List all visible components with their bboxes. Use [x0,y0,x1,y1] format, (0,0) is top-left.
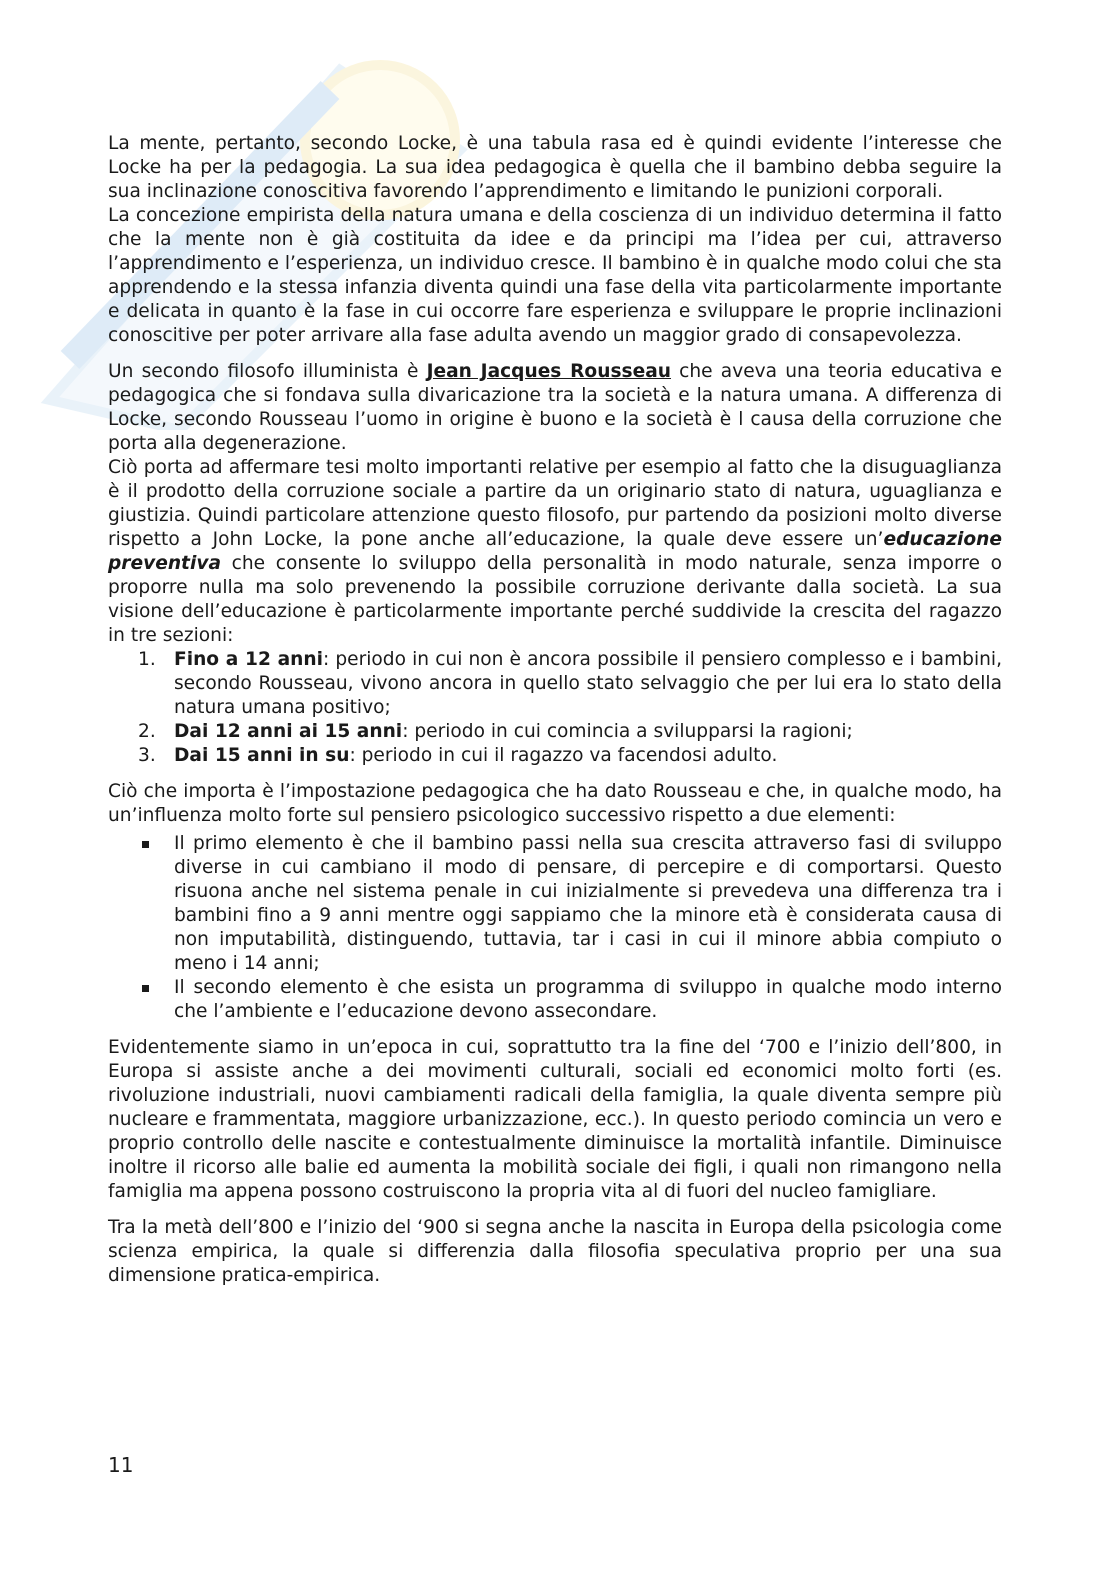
list-item: 1. Fino a 12 anni: periodo in cui non è ancora possibile il pensiero complesso e i bambini, secondo Rousseau, vivono ancora in quello stato selvaggio che per lui era lo stato della natura umana positivo; [138,649,1003,718]
paragraph-rousseau-influence: Ciò che importa è l’impostazione pedagogica che ha dato Rousseau e che, in qualche modo, ha un’influenza molto forte sul pensiero psicologico successivo rispetto a due elementi: [108,781,1002,826]
list-item: 2. Dai 12 anni ai 15 anni: periodo in cui comincia a svilupparsi la ragioni; [138,721,853,742]
growth-stages-list [108,648,1002,768]
paragraph-psychology-birth: Tra la metà dell’800 e l’inizio del ‘900 si segna anche la nascita in Europa della psicologia come scienza empirica, la quale si differenzia dalla filosofia speculativa proprio per una sua dimensione pratica-empirica. [108,1217,1002,1286]
page-number: 11 [108,1453,134,1477]
main-text [108,132,1002,1288]
elements-bullet-list [108,832,1002,1024]
list-item: 3. Dai 15 anni in su: periodo in cui il ragazzo va facendosi adulto. [138,745,778,766]
list-item: Il secondo elemento è che esista un programma di sviluppo in qualche modo interno che l’ambiente e l’educazione devono assecondare. [108,976,1002,1024]
preventive-education-term: educazione preventiva [108,529,1002,574]
rousseau-name: Jean Jacques Rousseau [426,361,671,382]
square-bullet-icon [142,985,149,992]
list-item: Il primo elemento è che il bambino passi nella sua crescita attraverso fasi di sviluppo diverse in cui cambiano il modo di pensare, di percepire e di comportarsi. Questo risuona anche nel sistema penale in cui inizialmente si prevedeva una differenza tra i bambini fino a 9 anni mentre oggi sappiamo che la minore età è considerata causa di non imputabilità, distinguendo, tuttavia, tar i casi in cui il minore abbia compiuto o meno i 14 anni; [108,832,1002,976]
paragraph-historical-context: Evidentemente siamo in un’epoca in cui, soprattutto tra la fine del ‘700 e l’inizio dell’800, in Europa si assiste anche a dei movimenti culturali, sociali ed economici molto forti (es. rivoluzione industriali, nuovi cambiamenti radicali della famiglia, la quale diventa sempre più nucleare e frammentata, maggiore urbanizzazione, ecc.). In questo periodo comincia un vero e proprio controllo delle nascite e contestualmente diminuisce la mortalità infantile. Diminuisce inoltre il ricorso alle balie ed aumenta la mobilità sociale dei figli, i quali non rimangono nella famiglia ma appena possono costruiscono la propria vita al di fuori del nucleo famigliare. [108,1037,1002,1202]
paragraph-rousseau-intro: Un secondo filosofo illuminista è Jean Jacques Rousseau che aveva una teoria educativa e pedagogica che si fondava sulla divaricazione tra la società e la natura umana. A differenza di Locke, secondo Rousseau l’uomo in origine è buono e la società è l causa della corruzione che porta alla degenerazione. [108,361,1002,454]
paragraph-locke-tabula-rasa: La mente, pertanto, secondo Locke, è una tabula rasa ed è quindi evidente l’interesse che Locke ha per la pedagogia. La sua idea pedagogica è quella che il bambino debba seguire la sua inclinazione conoscitiva favorendo l’apprendimento e limitando le punizioni corporali. [108,133,1002,202]
paragraph-empirist-conception: La concezione empirista della natura umana e della coscienza di un individuo determina il fatto che la mente non è già costituita da idee e da principi ma l’idea per cui, attraverso l’apprendimento e l’esperienza, un individuo cresce. Il bambino è in qualche modo colui che sta apprendendo e la stessa infanzia diventa quindi una fase della vita particolarmente importante e delicata in quanto è la fase in cui occorre fare esperienza e sviluppare le proprie inclinazioni conoscitive per poter arrivare alla fase adulta avendo un maggior grado di consapevolezza. [108,205,1002,346]
paragraph-inequality: Ciò porta ad affermare tesi molto importanti relative per esempio al fatto che la disuguaglianza è il prodotto della corruzione sociale a partire da un originario stato di natura, uguaglianza e giustizia. Quindi particolare attenzione questo filosofo, pur partendo da posizioni molto diverse rispetto a John Locke, la pone anche all’educazione, la quale deve essere un’educazione preventiva che consente lo sviluppo della personalità in modo naturale, senza imporre o proporre nulla ma solo prevenendo la possibile corruzione derivante dalla società. La sua visione dell’educazione è particolarmente importante perché suddivide la crescita del ragazzo in tre sezioni: [108,457,1002,646]
square-bullet-icon [142,841,149,848]
